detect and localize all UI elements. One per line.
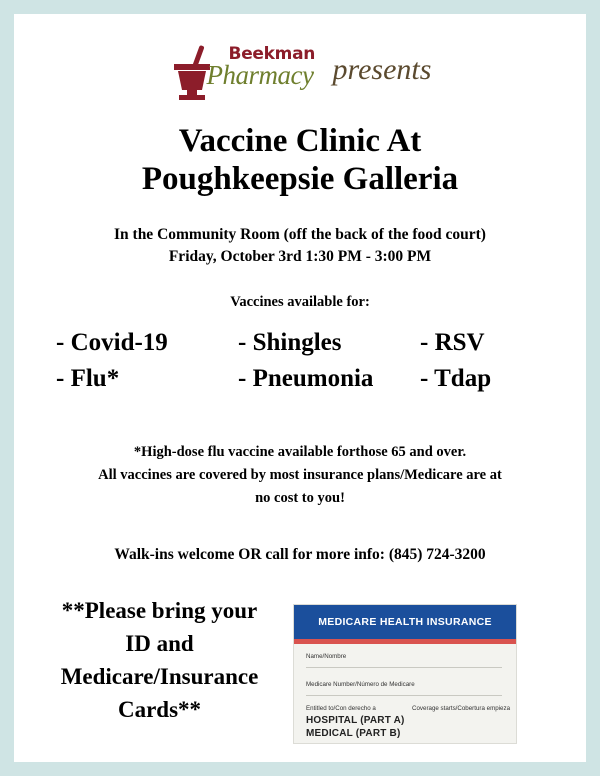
beekman-pharmacy-logo: [169, 42, 319, 102]
medicare-card-title: MEDICARE HEALTH INSURANCE: [318, 616, 492, 628]
page-title-line1: Vaccine Clinic At: [178, 123, 422, 159]
medicare-coverage-label: Coverage starts/Cobertura empieza: [412, 705, 511, 712]
medicare-part-b: MEDICAL (PART B): [306, 728, 401, 739]
bring-documents-text: [32, 594, 287, 726]
medicare-number-rule: [306, 695, 502, 696]
vaccines-heading: Vaccines available for:: [230, 294, 370, 310]
walkins-contact: Walk-ins welcome OR call for more info: (845) 724-3200: [114, 546, 486, 563]
vaccine-item: - Flu*: [56, 365, 120, 392]
bring-line2: ID and: [125, 631, 194, 656]
vaccine-item: - RSV: [420, 329, 485, 356]
flyer-page: [14, 14, 586, 762]
medicare-number-label: Medicare Number/Número de Medicare: [306, 681, 415, 688]
logo-brand-bottom: Pharmacy: [206, 60, 314, 90]
bring-line3: Medicare/Insurance: [60, 664, 259, 689]
vaccine-item: - Covid-19: [56, 329, 168, 356]
vaccine-item: - Shingles: [238, 329, 342, 356]
bring-line1: **Please bring your: [61, 598, 258, 623]
note-line1: *High-dose flu vaccine available forthose 65 and over.: [133, 444, 467, 460]
medicare-name-label: Name/Nombre: [306, 653, 347, 660]
medicare-card-band: [294, 605, 516, 639]
medicare-part-a: HOSPITAL (PART A): [306, 715, 405, 726]
medicare-card-stripe: [294, 639, 516, 644]
vaccine-notes: [42, 441, 558, 510]
logo-wordmark: [207, 42, 325, 100]
medicare-card-image: [293, 604, 517, 744]
event-datetime: Friday, October 3rd 1:30 PM - 3:00 PM: [168, 248, 432, 265]
medicare-entitled-label: Entitled to/Con derecho a: [306, 705, 376, 712]
header-row: [14, 42, 586, 102]
page-title-line2: Poughkeepsie Galleria: [141, 161, 459, 197]
presents-text: presents: [332, 53, 432, 86]
note-line2: All vaccines are covered by most insurance plans/Medicare are at: [98, 467, 502, 483]
vaccine-item: - Pneumonia: [238, 365, 374, 392]
bottom-section: [14, 594, 586, 744]
vaccine-list: [48, 329, 552, 393]
medicare-name-rule: [306, 667, 502, 668]
logo-brand-top: Beekman: [228, 44, 316, 64]
note-line3: no cost to you!: [255, 490, 345, 506]
vaccine-item: - Tdap: [420, 365, 492, 392]
page-title: [14, 122, 586, 198]
event-details: [14, 224, 586, 268]
bring-line4: Cards**: [117, 697, 202, 722]
event-location: In the Community Room (off the back of the food court): [114, 226, 486, 243]
